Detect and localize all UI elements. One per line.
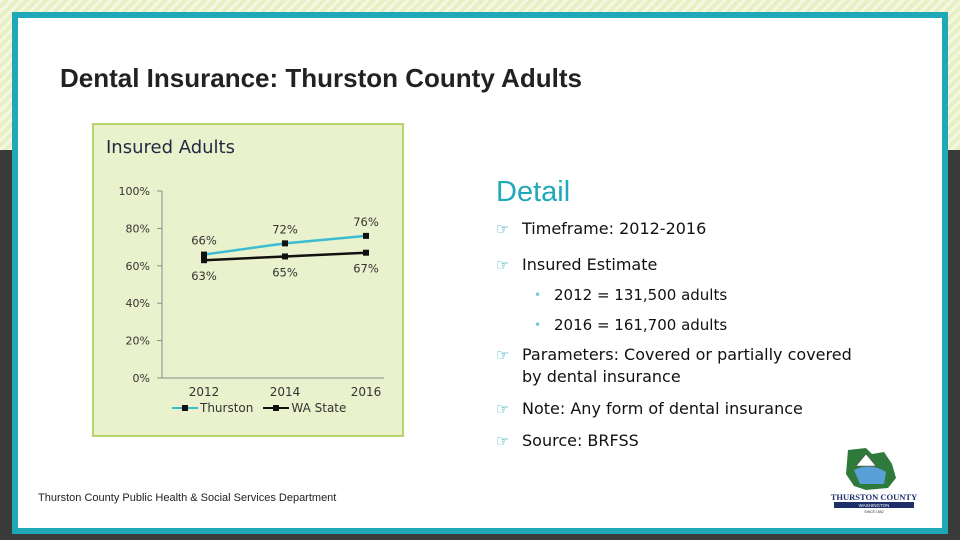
data-label: 66%: [191, 233, 217, 248]
chart-title: Insured Adults: [106, 137, 235, 158]
detail-item-note: [496, 398, 876, 420]
legend-swatch-thurston: [172, 403, 198, 413]
detail-item-insured-estimate: [496, 254, 876, 276]
y-tick-label: 20%: [125, 334, 150, 348]
detail-item-parameters: [496, 344, 876, 388]
data-point: [282, 253, 288, 259]
x-tick-label: 2014: [269, 385, 301, 399]
data-point: [363, 250, 369, 256]
y-tick-label: 100%: [118, 185, 150, 198]
chart-legend: [172, 401, 346, 415]
legend-label-wa-state: WA State: [291, 401, 347, 415]
detail-title: Detail: [496, 176, 571, 208]
detail-text: Timeframe: 2012-2016: [522, 219, 707, 238]
detail-text: Insured Estimate: [522, 255, 658, 274]
data-label: 72%: [272, 222, 298, 237]
legend-label-thurston: Thurston: [200, 401, 254, 415]
y-tick-label: 80%: [125, 222, 150, 236]
y-tick-label: 60%: [125, 259, 150, 273]
data-point: [201, 252, 207, 258]
data-label: 67%: [353, 261, 379, 276]
pointing-hand-icon: ☞: [496, 432, 510, 450]
logo-line-2: WASHINGTON: [858, 503, 890, 508]
legend-item-wa-state: [263, 401, 346, 415]
y-tick-label: 40%: [125, 297, 150, 311]
legend-item-thurston: [172, 401, 253, 415]
pointing-hand-icon: ☞: [496, 346, 510, 364]
pointing-hand-icon: ☞: [496, 220, 510, 238]
x-tick-label: 2012: [188, 385, 220, 399]
detail-text: 2012 = 131,500 adults: [554, 286, 728, 304]
slide-title: Dental Insurance: Thurston County Adults: [60, 63, 582, 93]
detail-list: [496, 218, 876, 452]
detail-subitem-2012: [496, 284, 876, 306]
pointing-hand-icon: ☞: [496, 400, 510, 418]
detail-text: Parameters: Covered or partially covered by dental insurance: [522, 345, 852, 386]
data-label: 65%: [272, 265, 298, 280]
department-footer: Thurston County Public Health & Social Services Department: [38, 492, 337, 504]
x-tick-label: 2016: [350, 385, 382, 399]
detail-text: Source: BRFSS: [522, 431, 639, 450]
bullet-dot-icon: •: [534, 318, 542, 332]
logo-line-1: THURSTON COUNTY: [830, 492, 918, 502]
detail-item-source: [496, 430, 876, 452]
thurston-county-logo: [826, 444, 922, 514]
pointing-hand-icon: ☞: [496, 256, 510, 274]
data-label: 76%: [353, 214, 379, 229]
data-point: [201, 257, 207, 263]
data-point: [282, 240, 288, 246]
line-chart: [94, 125, 406, 439]
detail-subitem-2016: [496, 314, 876, 336]
data-label: 63%: [191, 269, 217, 284]
y-tick-label: 0%: [132, 372, 150, 385]
detail-text: 2016 = 161,700 adults: [554, 316, 728, 334]
data-point: [363, 233, 369, 239]
chart-panel: [92, 123, 404, 437]
logo-line-3: SINCE 1852: [864, 510, 884, 514]
bullet-dot-icon: •: [534, 288, 542, 302]
detail-item-timeframe: [496, 218, 876, 240]
legend-swatch-wa-state: [263, 403, 289, 413]
detail-text: Note: Any form of dental insurance: [522, 399, 803, 418]
